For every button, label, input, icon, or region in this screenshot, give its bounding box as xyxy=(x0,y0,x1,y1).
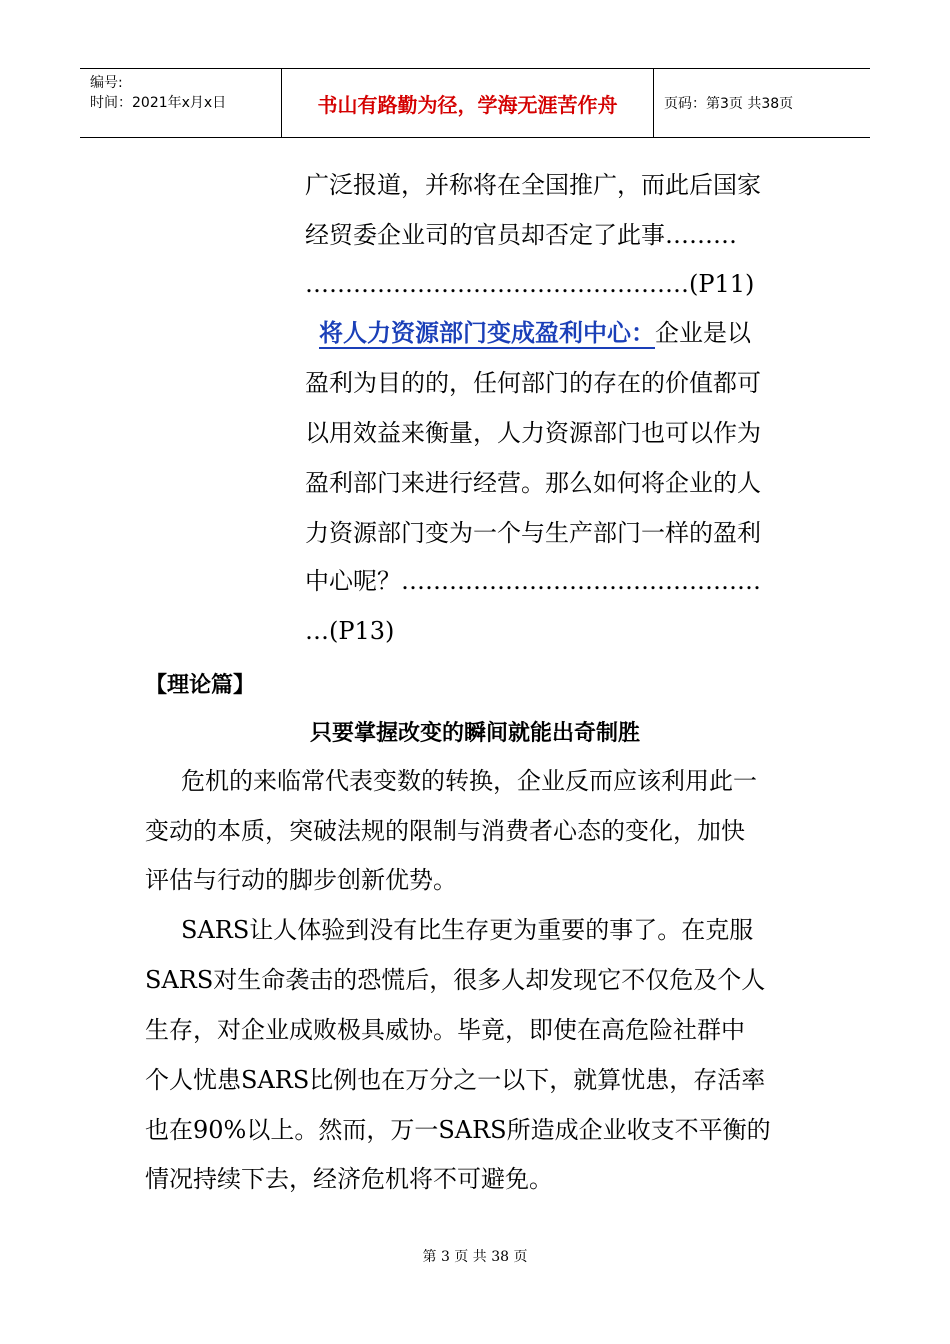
paragraph-line: SARS对生命袭击的恐慌后，很多人却发现它不仅危及个人 xyxy=(145,966,766,994)
document-header xyxy=(80,68,870,138)
paragraph-line: 个人忧患SARS比例也在万分之一以下，就算忧患，存活率 xyxy=(145,1066,766,1094)
intro-line: 中心呢？……………………………………… xyxy=(305,567,761,595)
intro-line: 盈利部门来进行经营。那么如何将企业的人 xyxy=(305,469,761,497)
header-meta xyxy=(80,69,282,137)
intro-line: 盈利为目的的，任何部门的存在的价值都可 xyxy=(305,369,761,397)
paragraph-line: 变动的本质，突破法规的限制与消费者心态的变化，加快 xyxy=(145,817,745,845)
header-motto: 书山有路勤为径，学海无涯苦作舟 xyxy=(282,69,654,137)
paragraph-line: SARS让人体验到没有比生存更为重要的事了。在克服 xyxy=(181,916,754,944)
header-page-info: 页码：第3页 共38页 xyxy=(664,96,794,112)
intro-line: 力资源部门变为一个与生产部门一样的盈利 xyxy=(305,519,761,547)
serial-number-label: 编号: xyxy=(90,75,123,91)
paragraph-line: 也在90%以上。然而，万一SARS所造成企业收支不平衡的 xyxy=(145,1116,771,1144)
intro-line: …………………………………………(P11) xyxy=(305,270,755,298)
section-label: 【理论篇】 xyxy=(145,672,256,698)
date-label: 时间：2021年x月x日 xyxy=(90,95,227,111)
intro-line: …(P13) xyxy=(305,617,395,645)
page-footer: 第 3 页 共 38 页 xyxy=(422,1249,528,1265)
intro-line: 以用效益来衡量，人力资源部门也可以作为 xyxy=(305,419,761,447)
paragraph-line: 情况持续下去，经济危机将不可避免。 xyxy=(145,1165,553,1193)
paragraph-line: 危机的来临常代表变数的转换，企业反而应该利用此一 xyxy=(181,767,757,795)
intro-item-text: 企业是以 xyxy=(655,319,751,347)
intro-item-heading xyxy=(305,318,751,348)
article-title: 只要掌握改变的瞬间就能出奇制胜 xyxy=(309,720,640,746)
intro-line: 广泛报道，并称将在全国推广，而此后国家 xyxy=(305,171,761,199)
intro-line: 经贸委企业司的官员却否定了此事……… xyxy=(305,221,737,249)
hr-profit-center-link[interactable]: 将人力资源部门变成盈利中心： xyxy=(319,318,655,347)
paragraph-line: 评估与行动的脚步创新优势。 xyxy=(145,866,457,894)
paragraph-line: 生存，对企业成败极具威协。毕竟，即使在高危险社群中 xyxy=(145,1016,745,1044)
